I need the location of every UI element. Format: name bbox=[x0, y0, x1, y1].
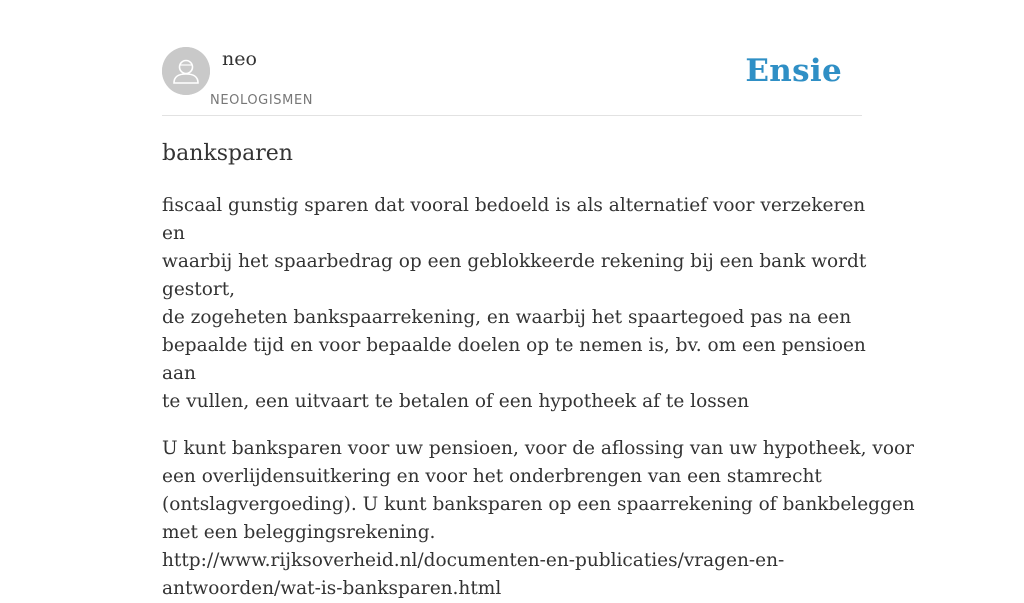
example-line: met een beleggingsrekening. bbox=[162, 522, 436, 543]
entry-content bbox=[162, 138, 915, 603]
example-line: U kunt banksparen voor uw pensioen, voor de aflossing van uw hypotheek, voor bbox=[162, 438, 914, 459]
example-url-line: http://www.rijksoverheid.nl/documenten-en-publicaties/vragen-en- bbox=[162, 550, 785, 571]
example-url-line: antwoorden/wat-is-banksparen.html bbox=[162, 578, 502, 599]
username[interactable]: neo bbox=[222, 48, 257, 70]
example-text bbox=[162, 435, 915, 603]
avatar[interactable] bbox=[162, 47, 210, 95]
category-subtitle[interactable]: NEOLOGISMEN bbox=[210, 93, 314, 108]
example-line: een overlijdensuitkering en voor het onderbrengen van een stamrecht bbox=[162, 466, 822, 487]
brand-logo[interactable]: Ensie bbox=[745, 53, 842, 89]
definition-text: fiscaal gunstig sparen dat vooral bedoeld is als alternatief voor verzekeren en waarbij het spaarbedrag op een geblokkeerde rekening bij een bank wordt gestort, de zogeheten bankspaarrekening, en waarbij het spaartegoed pas na een bepaalde tijd en voor bepaalde doelen op te nemen is, bv. om een pensioen aan te vullen, een uitvaart te betalen of een hypotheek af te lossen bbox=[162, 195, 867, 412]
example-line: (ontslagvergoeding). U kunt banksparen op een spaarrekening of bankbeleggen bbox=[162, 494, 915, 515]
user-silhouette-icon bbox=[162, 47, 210, 95]
page-header bbox=[162, 47, 862, 116]
page-title: banksparen bbox=[162, 141, 293, 166]
